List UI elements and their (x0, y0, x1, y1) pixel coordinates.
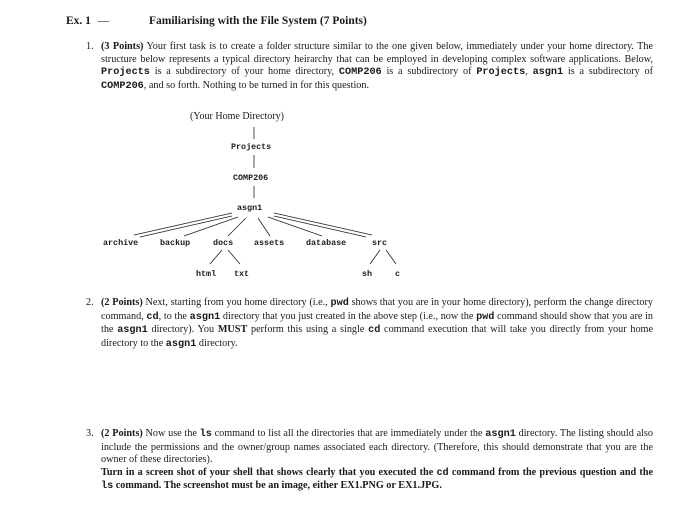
q1-text-e: is a subdirectory of (563, 66, 653, 78)
q2-text-g: perform this using a single (247, 324, 369, 336)
tree-root-home: (Your Home Directory) (190, 111, 284, 122)
q2-text-a: Next, starting from you home directory (i.e., (142, 297, 331, 308)
tree-node-docs: docs (213, 238, 234, 248)
edge-asgn1-database (268, 217, 322, 236)
q3-turnin-c: command. The screenshot must be an image, either EX1.PNG or EX1.JPG. (113, 480, 442, 492)
q3-paragraph (101, 428, 653, 494)
q1-text-a: Your first task is to create a folder structure similar to the one given below, immediately under your home directory. The structure below represents a typical directory heirarchy that can be employed in developing complex software applications. Below, (101, 41, 653, 65)
edge-asgn1-src-b (274, 216, 366, 237)
q3-code-asgn1: asgn1 (485, 429, 516, 440)
q2-code-asgn1-3: asgn1 (165, 338, 197, 350)
q2-text-f: directory). You (147, 324, 218, 336)
q2-number: 2. (86, 297, 94, 308)
q3-points: (2 Points) (101, 428, 143, 439)
tree-node-backup: backup (160, 238, 191, 248)
edge-docs-html (210, 250, 222, 264)
tree-node-asgn1: asgn1 (237, 203, 263, 213)
q2-code-pwd: pwd (330, 298, 349, 309)
q1-number: 1. (86, 41, 94, 52)
q3-code-ls: ls (199, 429, 212, 440)
tree-node-archive: archive (103, 238, 139, 248)
tree-node-assets: assets (254, 238, 285, 248)
edge-asgn1-archive-b (140, 216, 232, 237)
edge-src-sh (370, 250, 380, 264)
tree-node-src: src (372, 238, 388, 248)
q1-code-projects-2: Projects (476, 67, 526, 79)
q1-text-b: is a subdirectory of your home directory, (149, 66, 339, 78)
edge-asgn1-backup (184, 217, 238, 236)
q1-text-d: , (525, 66, 533, 78)
tree-node-projects: Projects (231, 142, 272, 152)
edge-src-c (386, 250, 396, 264)
edge-docs-txt (228, 250, 240, 264)
exercise-title: Familiarising with the File System (7 Points) (149, 15, 367, 27)
q3-text-a: Now use the (142, 428, 200, 439)
q1-code-asgn1: asgn1 (532, 67, 564, 79)
q1-code-comp206: COMP206 (338, 67, 382, 79)
q2-text-e: command should show that you are in the (101, 310, 653, 336)
exercise-number: Ex. 1 (66, 15, 91, 27)
q2-text-h: command execution that will take you directly from your home directory to the (101, 324, 653, 349)
tree-node-c: c (395, 269, 401, 279)
q2-text-c: , to the (158, 310, 190, 322)
q2-must: MUST (217, 324, 248, 336)
tree-node-comp206: COMP206 (233, 173, 269, 183)
q2-text-d: directory that you just created in the above step (i.e., now the (220, 310, 477, 322)
q2-paragraph (101, 297, 653, 351)
q3-number: 3. (86, 428, 94, 439)
q2-code-asgn1: asgn1 (189, 311, 221, 323)
header-dash: — (97, 15, 110, 27)
q1-code-projects: Projects (101, 67, 150, 79)
q2-points: (2 Points) (101, 297, 143, 308)
q2-code-cd: cd (146, 311, 159, 323)
tree-node-txt: txt (234, 269, 250, 279)
q1-points: (3 Points) (101, 41, 144, 52)
q3-text-c: directory. The listing should also include the permissions and the owner/group names associated each directory. (Therefore, this should demonstrate that you are the owner of these directories). (101, 428, 653, 466)
q3-text-b: command to list all the directories that are immediately under the (211, 428, 486, 439)
q2-text-i: directory. (196, 337, 238, 349)
tree-node-html: html (196, 269, 217, 279)
q1-text-f: , and so forth. Nothing to be turned in for this question. (143, 79, 370, 91)
edge-asgn1-assets (258, 218, 270, 236)
q1-text-c: is a subdirectory of (381, 66, 477, 78)
tree-node-sh: sh (362, 269, 373, 279)
q2-code-cd-2: cd (368, 325, 381, 337)
q1-code-comp206-2: COMP206 (101, 80, 144, 92)
q2-text-b: shows that you are in your home directory), perform the change directory command, (101, 297, 653, 322)
tree-node-database: database (306, 238, 347, 248)
edge-asgn1-docs (228, 218, 246, 236)
q3-turnin-code-ls: ls (101, 481, 114, 493)
q2-code-pwd-2: pwd (476, 311, 495, 323)
q3-turnin-code-cd: cd (436, 467, 449, 479)
q3-turnin-a: Turn in a screen shot of your shell that shows clearly that you executed the (101, 466, 437, 478)
q2-code-asgn1-2: asgn1 (117, 325, 148, 337)
q3-turnin-b: command from the previous question and the (448, 466, 654, 478)
